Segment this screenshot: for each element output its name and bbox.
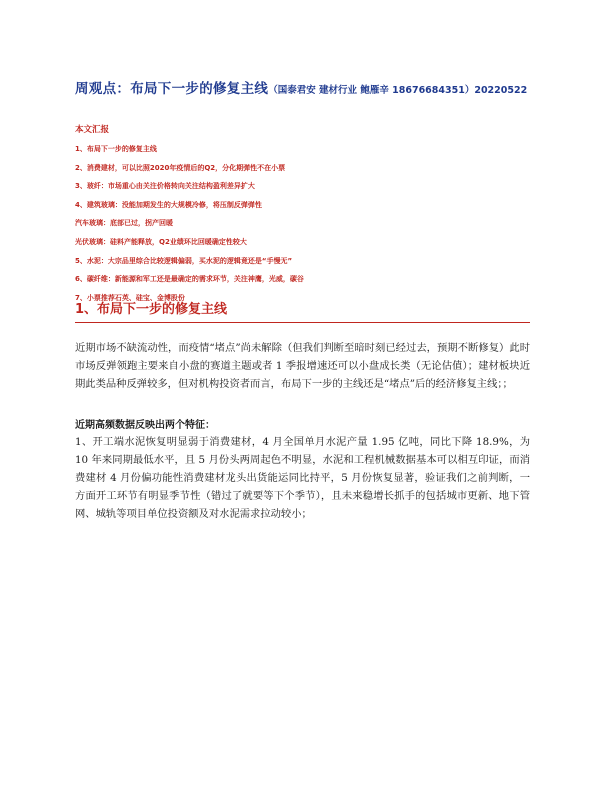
summary-item: 4、建筑玻璃：没能加期发生的大规模冷修，将压制反弹弹性 xyxy=(75,200,262,209)
summary-item: 7、小票推荐石英、硅宝、金博股份 xyxy=(75,293,185,302)
subheading: 近期高频数据反映出两个特征： xyxy=(75,420,215,431)
summary-item: 1、布局下一步的修复主线 xyxy=(75,145,157,153)
summary-item: 5、水泥：大宗品里综合比较逻辑偏弱，买水泥的逻辑竟还是“手慢无” xyxy=(75,256,293,265)
title-main: 周观点：布局下一步的修复主线 xyxy=(75,81,269,97)
body-paragraph: 1、开工端水泥恢复明显弱于消费建材，4 月全国单月水泥产量 1.95 亿吨，同比下降 18.9%，为 10 年来同期最低水平，且 5 月份头两周起色不明显，水泥和工程机械数据基本可以相互印证，而消费建材 4 月份偏功能性消费建材龙头出货能运同比持平，5 月份恢复显著，验证我们之前判断，一方面开工环节有明显季节性（错过了就要等下个季节），且未来稳增长抓手的包括城市更新、地下管网、城轨等项目单位投资额及对水泥需求拉动较小； xyxy=(75,436,530,520)
document-title xyxy=(75,77,527,97)
summary-item: 3、玻纤：市场重心由关注价格转向关注结构盈利差异扩大 xyxy=(75,182,255,191)
section-heading: 1、布局下一步的修复主线 xyxy=(75,298,530,323)
summary-item: 2、消费建材，可以比照2020年疫情后的Q2，分化期弹性不在小票 xyxy=(75,163,286,172)
title-meta: （国泰君安 建材行业 鲍雁辛 18676684351）20220522 xyxy=(268,85,528,96)
summary-item: 汽车玻璃：底部已过，拐产回暖 xyxy=(75,219,173,228)
body-paragraph: 近期市场不缺流动性，而疫情“堵点”尚未解除（但我们判断至暗时刻已经过去，预期不断修复）此时市场反弹领跑主要来自小盘的赛道主题或者 1 季报增速还可以小盘成长类（无论估值）；建材板块近期此类品种反弹较多，但对机构投资者而言，布局下一步的主线还是“堵点”后的经济修复主线；； xyxy=(75,342,530,390)
summary-item: 光伏玻璃：硅料产能释放，Q2业绩环比回暖确定性较大 xyxy=(75,237,247,246)
summary-item: 6、碳纤维：新能源和军工还是最确定的需求环节，关注神鹰，光威，碳谷 xyxy=(75,275,304,284)
summary-list xyxy=(75,140,304,307)
summary-heading: 本文汇报 xyxy=(75,125,110,135)
